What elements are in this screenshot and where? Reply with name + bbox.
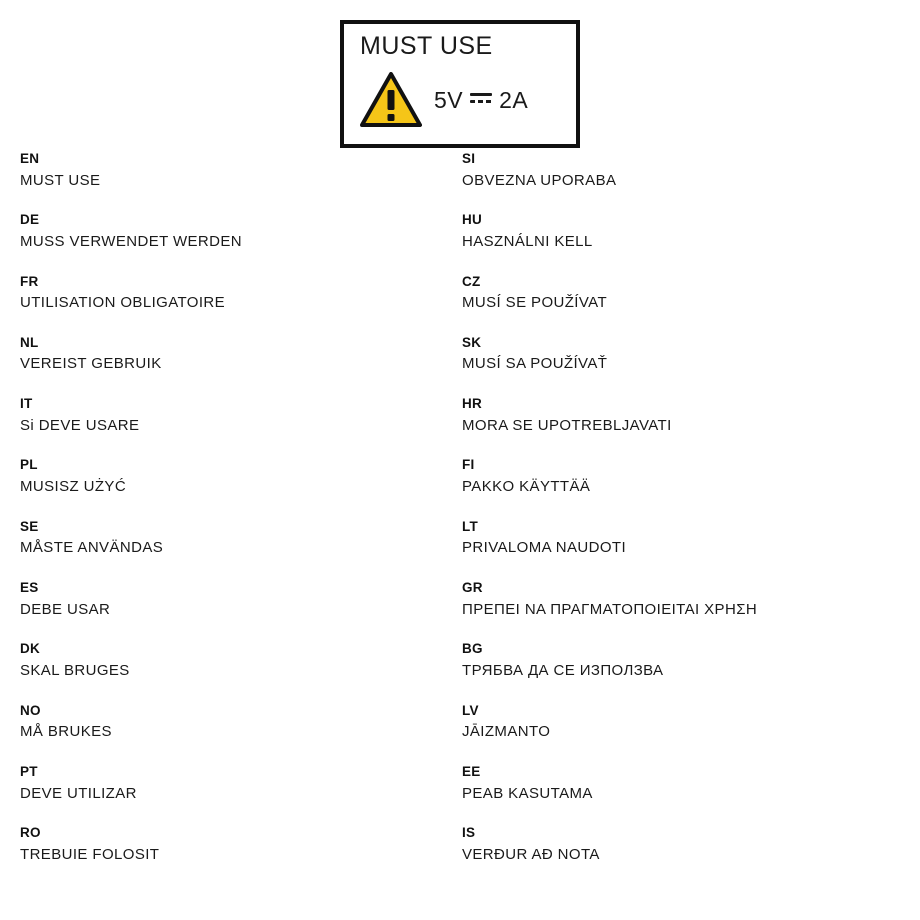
translation-entry — [462, 456, 880, 497]
warning-triangle-icon — [360, 72, 422, 128]
language-phrase: MÅSTE ANVÄNDAS — [20, 539, 164, 557]
translation-entry — [20, 456, 440, 497]
language-code: NL — [20, 334, 39, 350]
translation-entry — [462, 150, 880, 191]
language-phrase: PAKKO KÄYTTÄÄ — [462, 478, 591, 496]
translation-entry — [462, 211, 880, 252]
language-code: ES — [20, 580, 39, 596]
translation-entry — [20, 579, 440, 620]
translation-entry — [20, 211, 440, 252]
language-code: LV — [462, 702, 479, 718]
language-code: EN — [20, 151, 40, 166]
translation-column-right — [440, 150, 880, 886]
language-phrase: MUSISZ UŻYĆ — [20, 478, 127, 496]
translation-entry — [462, 334, 880, 375]
language-code: NO — [20, 702, 41, 718]
translation-entry — [462, 273, 880, 314]
language-phrase: VEREIST GEBRUIK — [20, 355, 162, 373]
translation-entry — [462, 579, 880, 620]
language-code: EE — [462, 763, 481, 779]
language-code: SE — [20, 518, 39, 534]
translation-entry — [20, 150, 440, 191]
language-code: CZ — [462, 273, 481, 289]
translation-entry — [462, 640, 880, 681]
language-code: IS — [462, 825, 476, 841]
language-phrase: MUSS VERWENDET WERDEN — [20, 232, 243, 250]
language-code: SK — [462, 334, 482, 350]
translation-entry — [462, 395, 880, 436]
language-code: FI — [462, 457, 475, 473]
dc-power-icon — [470, 91, 492, 105]
translation-entry — [20, 763, 440, 804]
translation-entry — [20, 702, 440, 743]
language-phrase: Si DEVE USARE — [20, 416, 140, 434]
power-spec — [434, 87, 528, 114]
language-code: DE — [20, 212, 40, 228]
language-code: FR — [20, 273, 39, 289]
language-phrase: VERÐUR AÐ NOTA — [462, 845, 600, 863]
language-phrase: OBVEZNA UPORABA — [462, 171, 617, 189]
language-code: BG — [462, 641, 483, 657]
translation-entry — [20, 395, 440, 436]
language-code: PT — [20, 763, 38, 779]
language-phrase: MUST USE — [20, 171, 101, 189]
translation-entry — [20, 518, 440, 559]
label-spec-row — [360, 72, 528, 128]
translation-entry — [20, 273, 440, 314]
language-phrase: ТРЯБВА ДА СЕ ИЗПОЛЗВА — [462, 661, 664, 679]
language-code: SI — [462, 151, 476, 166]
translation-entry — [20, 640, 440, 681]
language-code: LT — [462, 518, 479, 534]
language-phrase: UTILISATION OBLIGATOIRE — [20, 294, 226, 312]
voltage-value: 5V — [434, 86, 464, 113]
language-phrase: PRIVALOMA NAUDOTI — [462, 539, 627, 557]
language-code: RO — [20, 825, 41, 841]
language-phrase: SKAL BRUGES — [20, 661, 130, 679]
language-phrase: HASZNÁLNI KELL — [462, 232, 593, 250]
language-phrase: MUSÍ SA POUŽÍVAŤ — [462, 355, 608, 373]
translation-entry — [462, 824, 880, 865]
language-phrase: MUSÍ SE POUŽÍVAT — [462, 294, 608, 312]
translation-entry — [462, 702, 880, 743]
language-code: PL — [20, 457, 38, 473]
language-code: HR — [462, 396, 483, 412]
translation-entry — [20, 824, 440, 865]
language-phrase: JĀIZMANTO — [462, 723, 551, 741]
warning-label-box — [340, 20, 580, 148]
language-phrase: MORA SE UPOTREBLJAVATI — [462, 416, 672, 434]
translation-entry — [20, 334, 440, 375]
language-phrase: DEVE UTILIZAR — [20, 784, 137, 802]
current-value: 2A — [499, 86, 529, 113]
translation-entry — [462, 763, 880, 804]
label-title: MUST USE — [360, 32, 493, 60]
language-code: DK — [20, 641, 41, 657]
language-phrase: DEBE USAR — [20, 600, 111, 618]
language-phrase: TREBUIE FOLOSIT — [20, 845, 160, 863]
translation-columns — [0, 150, 920, 886]
language-phrase: ΠΡΕΠΕΙ ΝΑ ΠΡΑΓΜΑΤΟΠΟΙΕΙΤΑΙ ΧΡΗΣΗ — [462, 600, 758, 618]
language-phrase: MÅ BRUKES — [20, 723, 112, 741]
translation-column-left — [0, 150, 440, 886]
language-code: HU — [462, 212, 483, 228]
language-code: IT — [20, 396, 33, 412]
language-code: GR — [462, 580, 483, 596]
language-phrase: PEAB KASUTAMA — [462, 784, 593, 802]
translation-entry — [462, 518, 880, 559]
